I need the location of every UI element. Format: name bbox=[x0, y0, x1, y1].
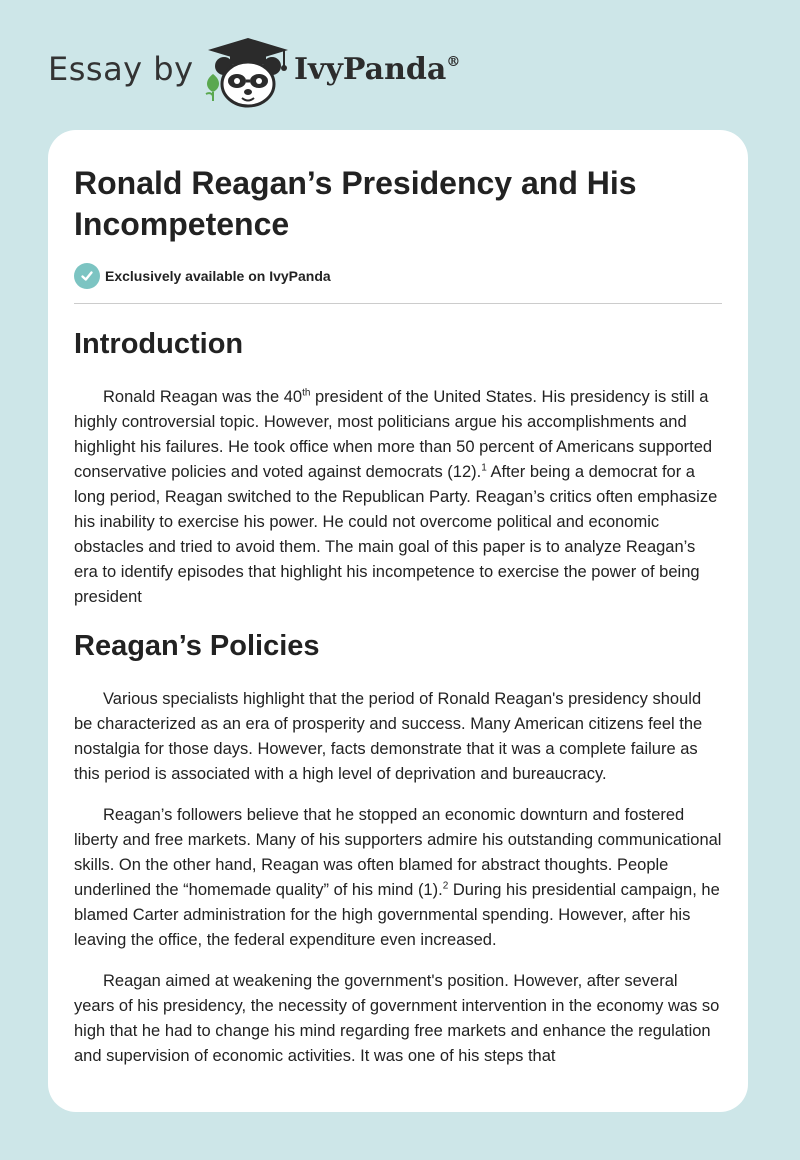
paragraph-policies-3: Reagan aimed at weakening the government's position. However, after several years of his presidency, the necessity of government intervention in the economy was so high that he had to change his mind regarding free markets and enhance the regulation and supervision of economic activities. It was one of his steps that bbox=[74, 972, 720, 1065]
divider bbox=[74, 303, 722, 304]
panda-logo-icon[interactable] bbox=[200, 36, 292, 113]
brand-text: IvyPanda bbox=[294, 52, 447, 87]
brand-name[interactable] bbox=[294, 52, 460, 87]
ivy-leaf-icon bbox=[202, 72, 224, 102]
paragraph-text: Ronald Reagan was the 40 bbox=[103, 388, 303, 406]
paragraph-policies-2 bbox=[74, 803, 722, 953]
badge-label: Exclusively available on IvyPanda bbox=[105, 268, 331, 284]
superscript: th bbox=[302, 387, 311, 399]
paragraph-text: Reagan’s followers believe that he stopped an economic downturn and fostered liberty and free markets. Many of his supporters admire his outstanding communicational skills. On the other hand, Reagan was often blamed for abstract thoughts. People underlined the “homemade quality” of his mind (1). bbox=[74, 806, 722, 899]
section-heading-introduction: Introduction bbox=[74, 328, 244, 360]
paragraph-text: During his presidential campaign, he blamed Carter administration for the high governmental spending. However, after his leaving the office, the federal expenditure even increased. bbox=[74, 881, 720, 949]
footnote-ref-2[interactable]: 2 bbox=[442, 880, 449, 892]
paragraph-text: president of the United States. His presidency is still a highly controversial topic. However, most politicians argue his accomplishments and highlight his failures. He took office when more than 50 percent of Americans supported conservative policies and voted against democrats (12). bbox=[74, 388, 713, 481]
paragraph-intro-1 bbox=[74, 385, 722, 610]
page-title: Ronald Reagan’s Presidency and His Incompetence bbox=[74, 165, 637, 242]
essay-by-label: Essay by bbox=[48, 50, 194, 88]
essay-card bbox=[48, 130, 748, 1112]
paragraph-policies-1: Various specialists highlight that the period of Ronald Reagan's presidency should be characterized as an era of prosperity and success. Many American citizens feel the nostalgia for those days. However, facts demonstrate that it was a complete failure as this period is associated with a high level of deprivation and bureaucracy. bbox=[74, 690, 703, 783]
paragraph-text: After being a democrat for a long period, Reagan switched to the Republican Party. Reagan’s critics often emphasize his inability to exercise his power. He could not overcome political and economic obstacles and tried to avoid them. The main goal of this paper is to analyze Reagan’s era to identify episodes that highlight his incompetence to exercise the power of being president bbox=[74, 463, 718, 606]
exclusive-badge bbox=[74, 263, 331, 289]
footnote-ref-1[interactable]: 1 bbox=[481, 462, 487, 474]
checkmark-icon bbox=[74, 263, 100, 289]
brand-registered-mark: ® bbox=[446, 54, 461, 70]
site-header bbox=[0, 0, 800, 120]
section-heading-policies: Reagan’s Policies bbox=[74, 630, 320, 662]
